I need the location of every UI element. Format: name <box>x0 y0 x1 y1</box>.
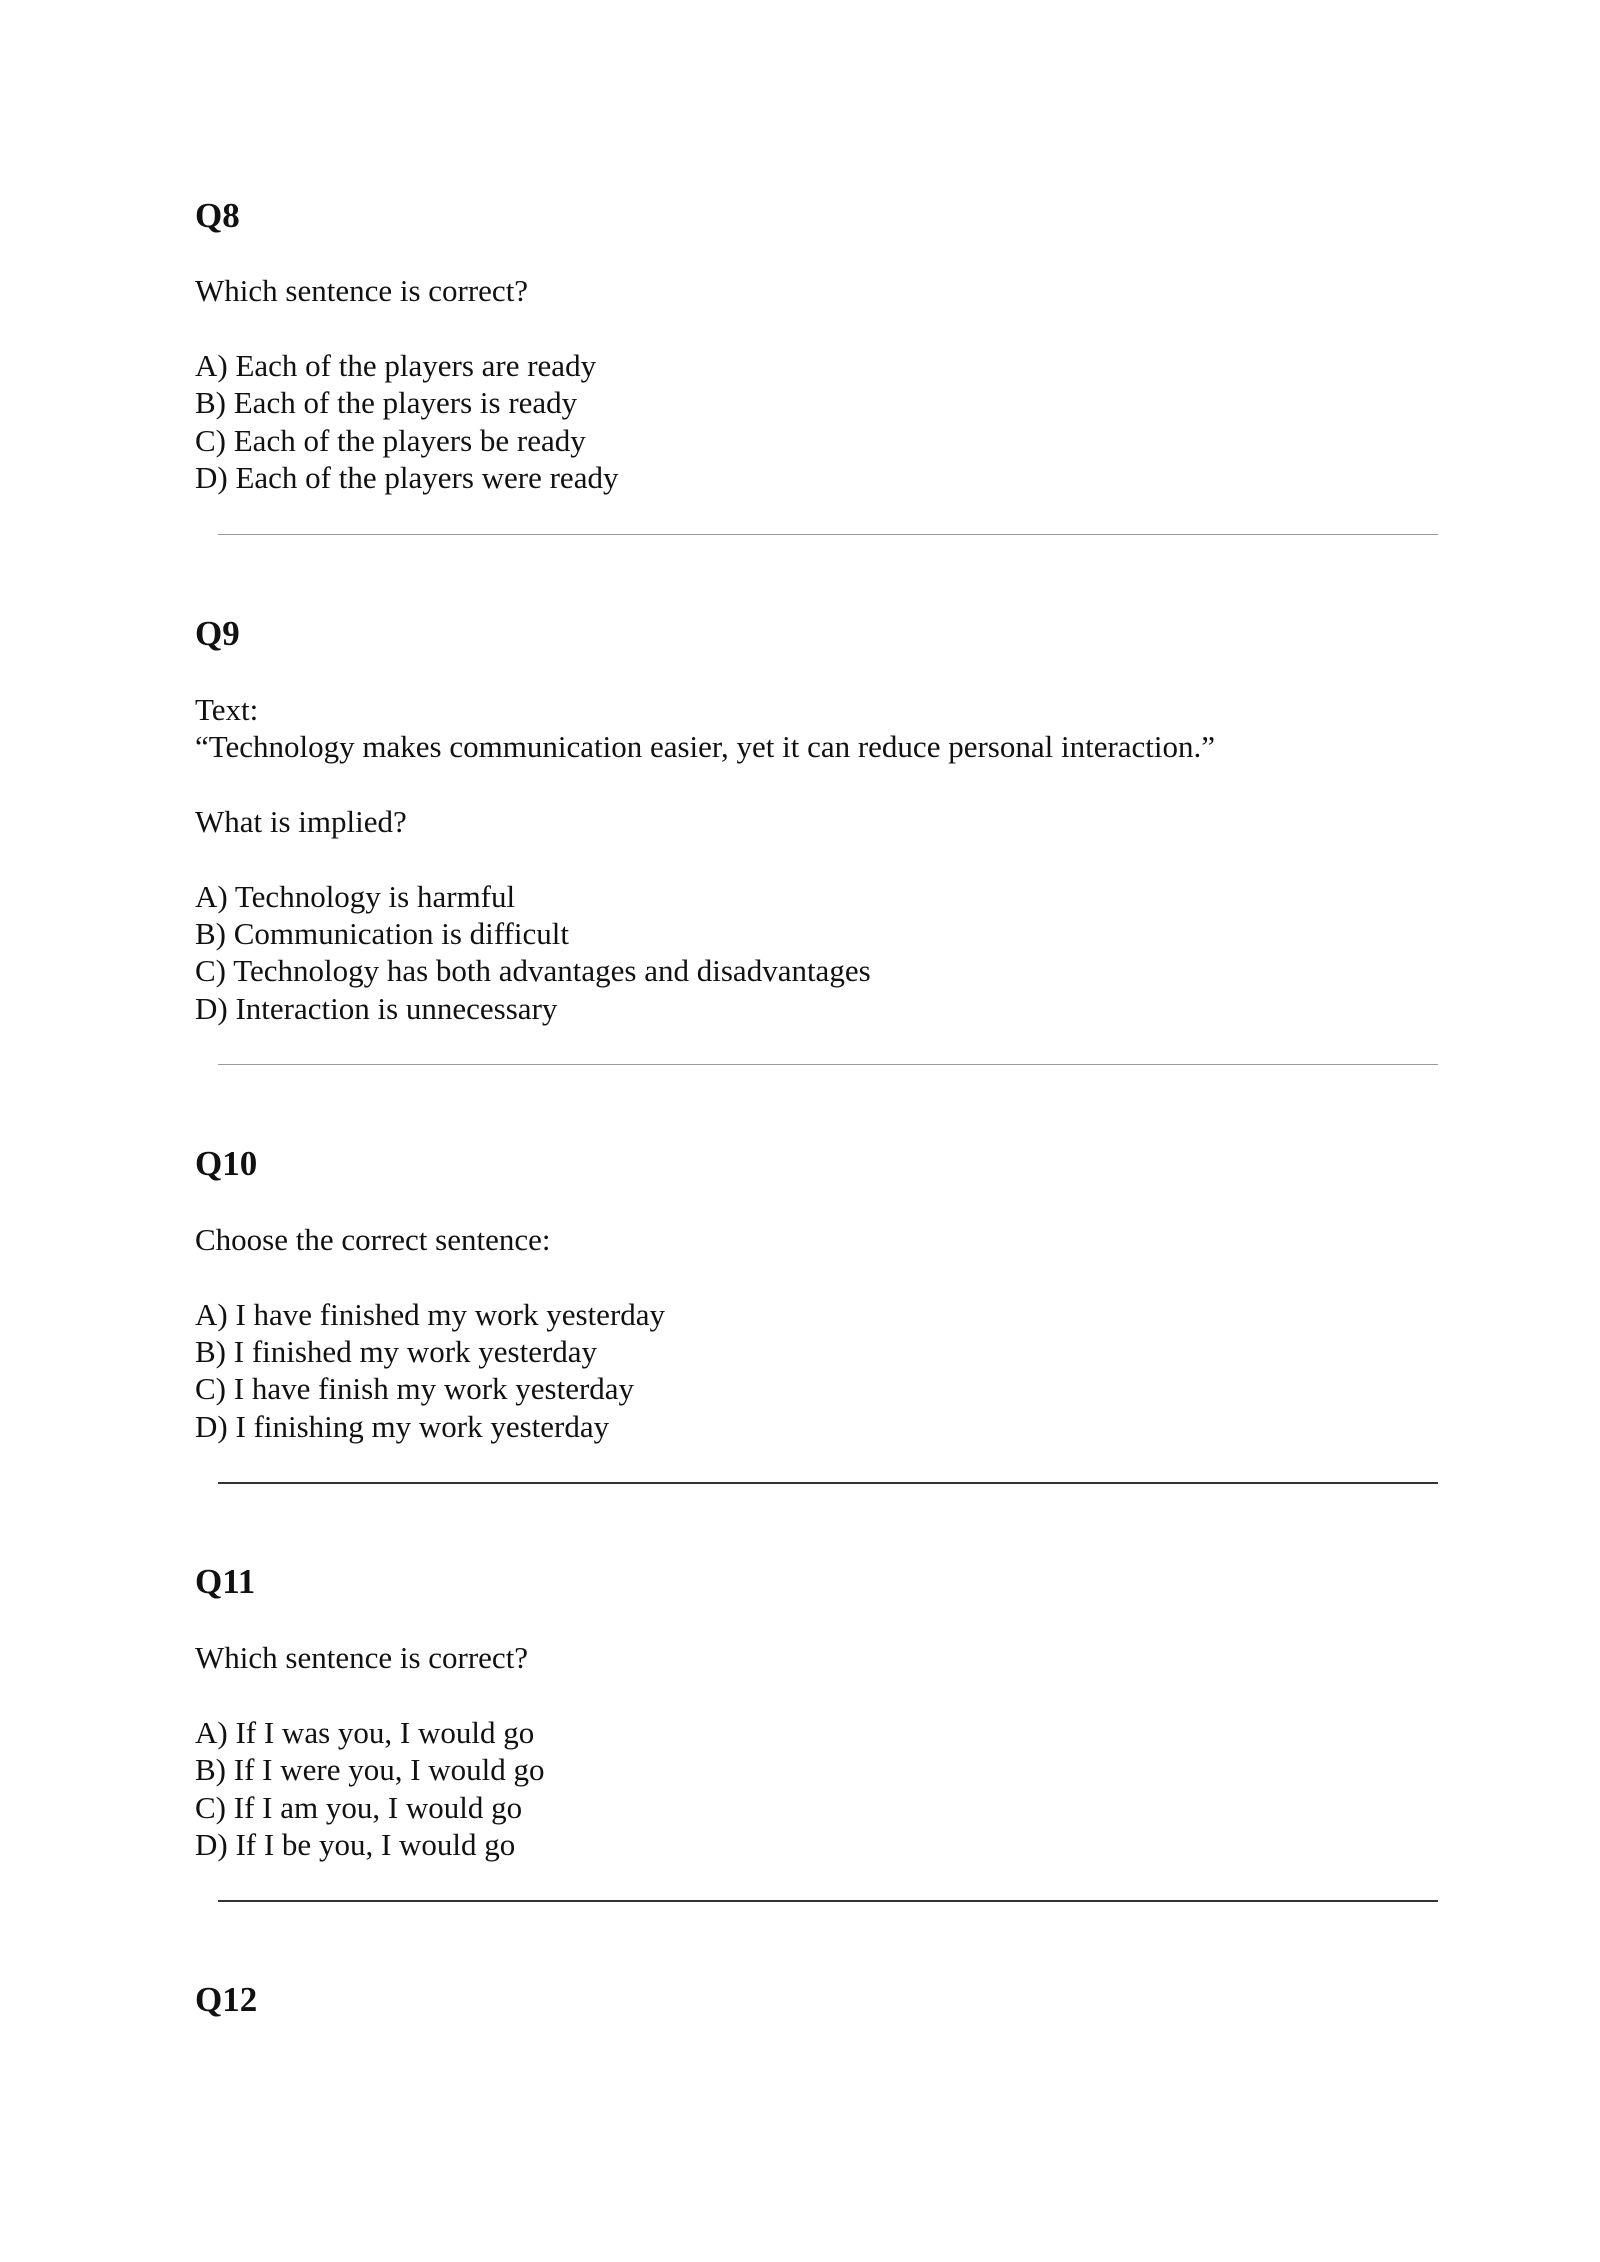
option-d: D) I finishing my work yesterday <box>195 1409 610 1444</box>
option-c: C) Technology has both advantages and disadvantages <box>195 953 871 988</box>
option-c: C) If I am you, I would go <box>195 1790 523 1825</box>
question-title-q9: Q9 <box>195 614 240 653</box>
option-d: D) Each of the players were ready <box>195 460 619 495</box>
separator-rule <box>218 534 1438 535</box>
option-a: A) If I was you, I would go <box>195 1715 535 1750</box>
option-b: B) Each of the players is ready <box>195 385 578 420</box>
option-a: A) Technology is harmful <box>195 879 516 914</box>
option-c: C) I have finish my work yesterday <box>195 1371 635 1406</box>
question-title-q8: Q8 <box>195 196 240 235</box>
question-title-q11: Q11 <box>195 1562 256 1601</box>
quoted-text: “Technology makes communication easier, yet it can reduce personal interaction.” <box>195 729 1216 764</box>
option-b: B) If I were you, I would go <box>195 1752 545 1787</box>
option-a: A) I have finished my work yesterday <box>195 1297 666 1332</box>
option-d: D) If I be you, I would go <box>195 1827 516 1862</box>
question-prompt: Choose the correct sentence: <box>195 1222 551 1257</box>
question-title-q10: Q10 <box>195 1144 258 1183</box>
option-c: C) Each of the players be ready <box>195 423 586 458</box>
question-prompt: Which sentence is correct? <box>195 273 529 308</box>
separator-rule <box>218 1900 1438 1902</box>
separator-rule <box>218 1482 1438 1484</box>
question-prompt: Which sentence is correct? <box>195 1640 529 1675</box>
separator-rule <box>218 1064 1438 1065</box>
option-d: D) Interaction is unnecessary <box>195 991 558 1026</box>
question-title-q12: Q12 <box>195 1980 258 2019</box>
option-a: A) Each of the players are ready <box>195 348 597 383</box>
text-label: Text: <box>195 692 259 727</box>
option-b: B) Communication is difficult <box>195 916 569 951</box>
question-prompt: What is implied? <box>195 804 407 839</box>
option-b: B) I finished my work yesterday <box>195 1334 598 1369</box>
